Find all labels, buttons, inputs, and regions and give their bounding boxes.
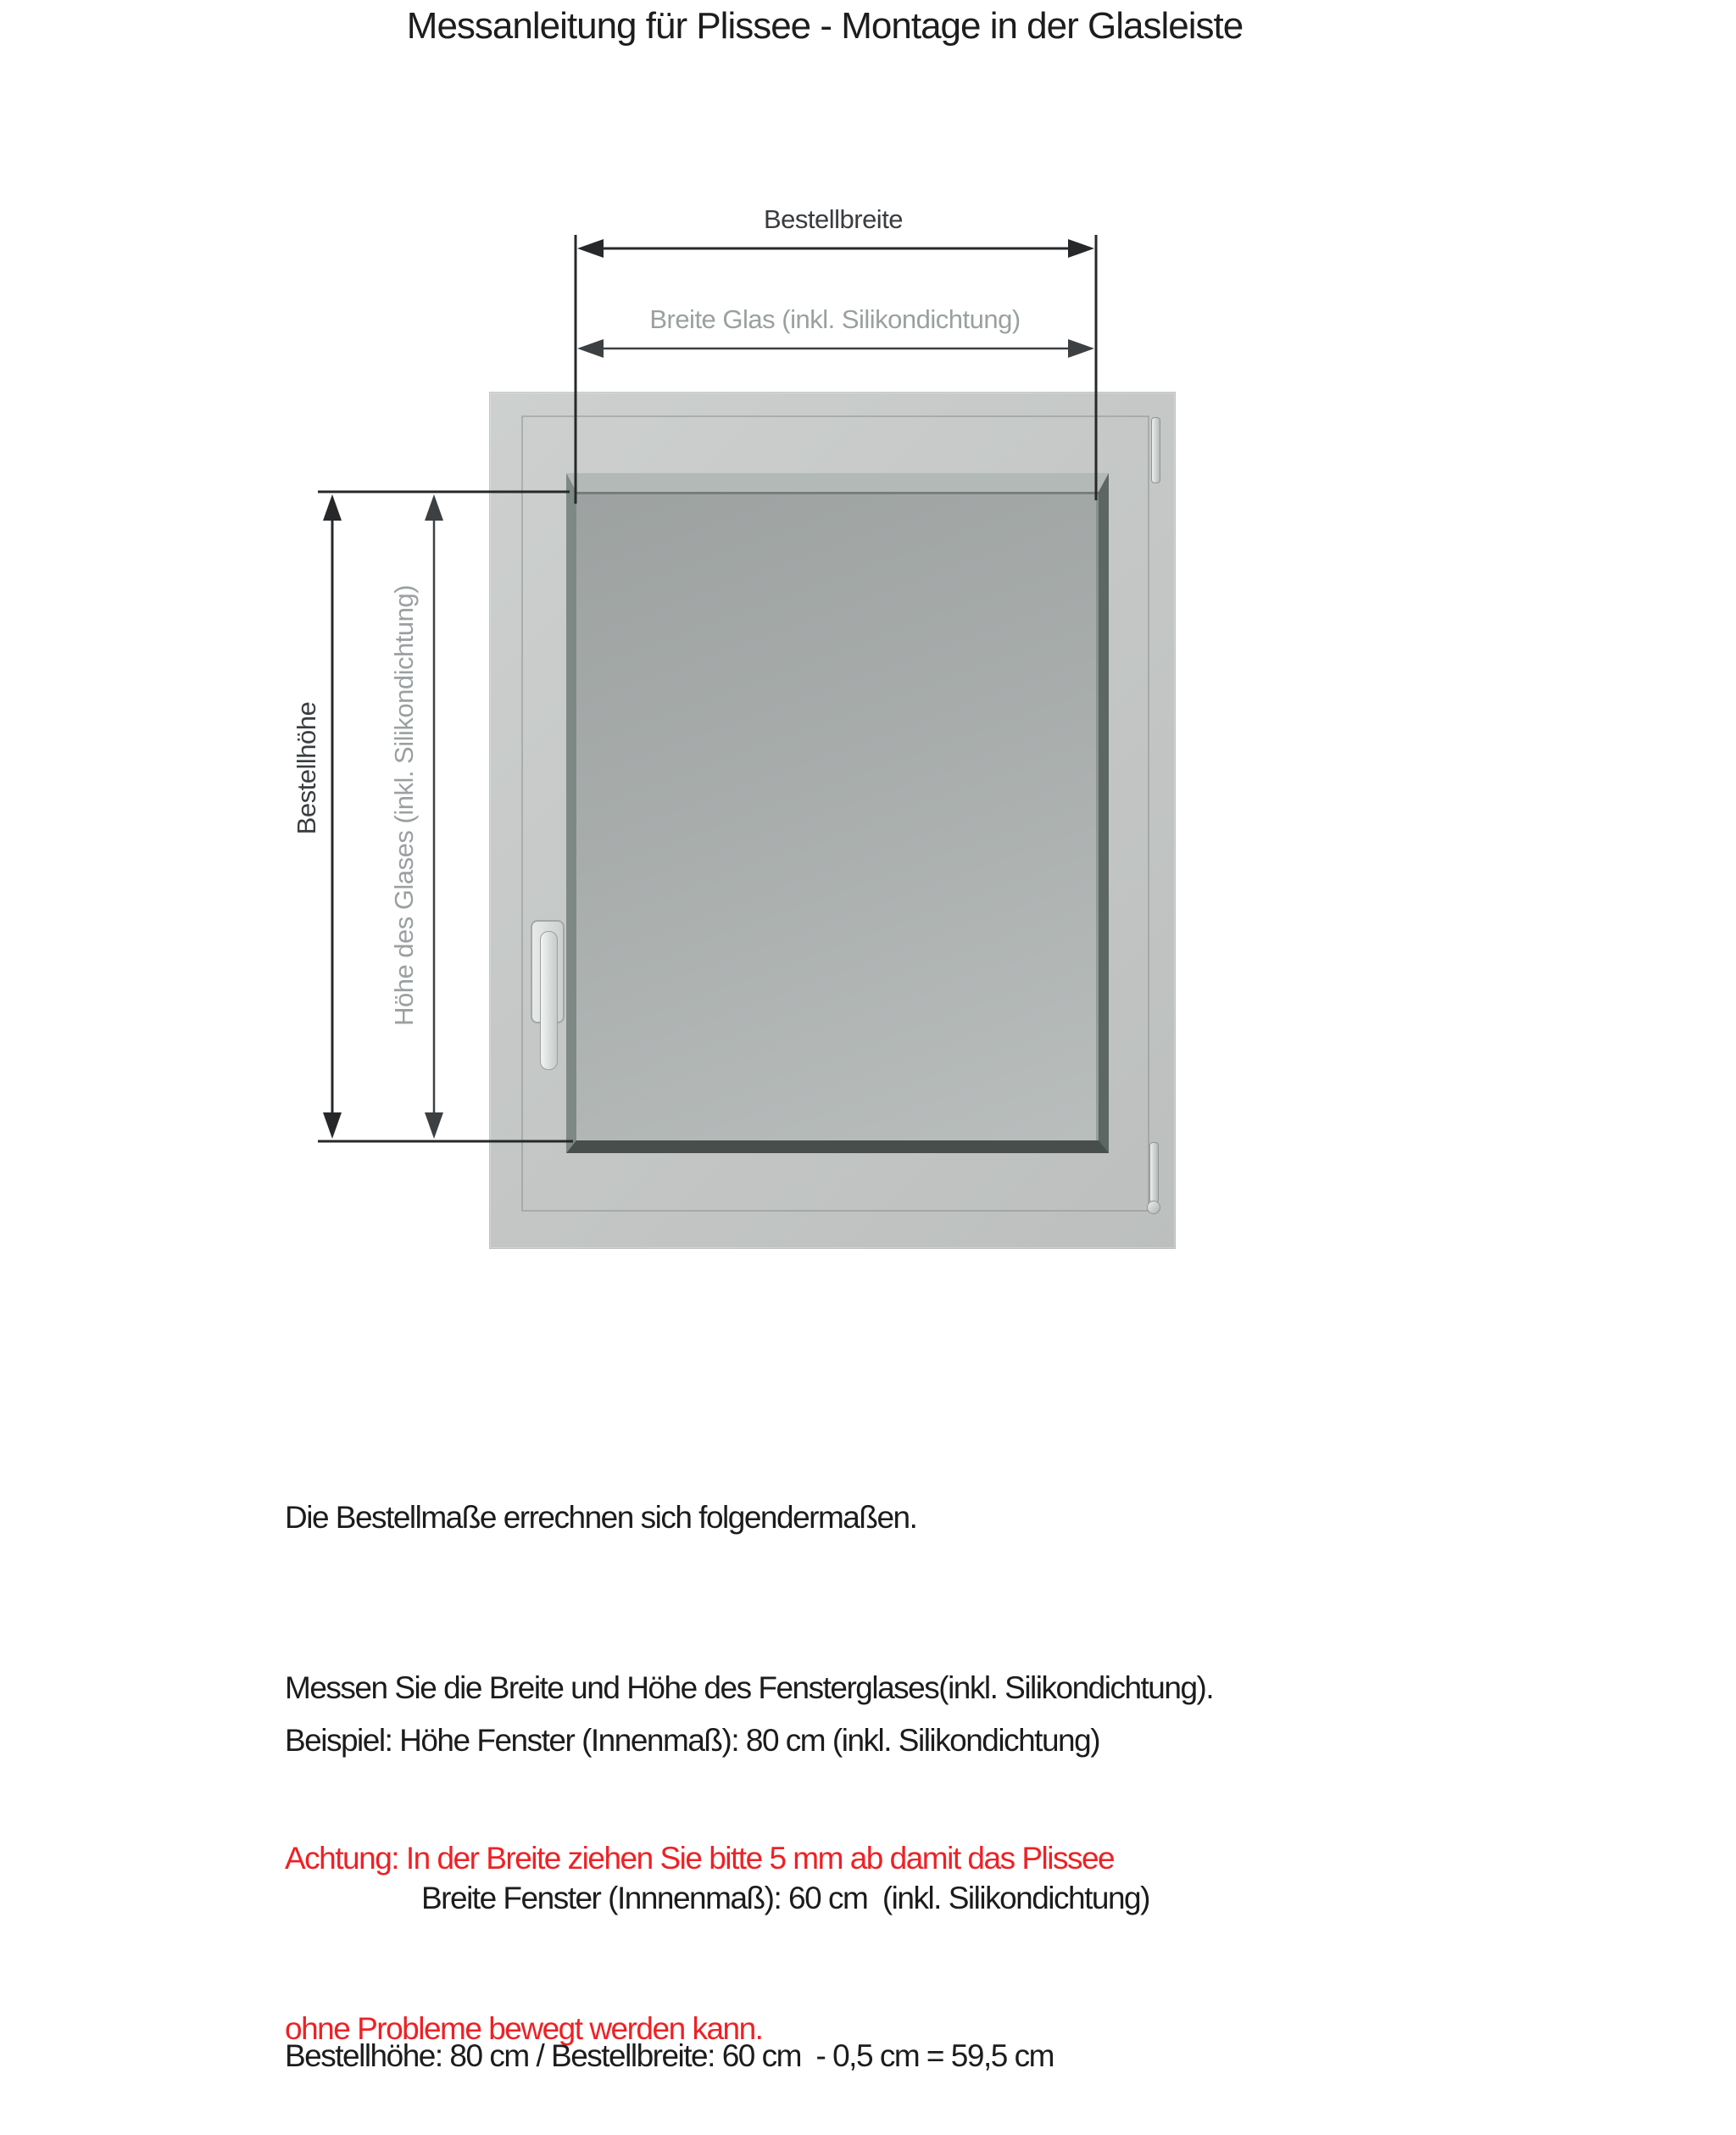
instruction-line: Die Bestellmaße errechnen sich folgendermaßen. xyxy=(285,1500,917,1535)
warning-line: ohne Probleme bewegt werden kann. xyxy=(285,2011,763,2046)
example-line: Bestellhöhe: 80 cm / Bestellbreite: 60 cm - 0,5 cm = 59,5 cm xyxy=(285,2038,1054,2073)
page-title: Messanleitung für Plissee - Montage in der Glasleiste xyxy=(406,5,1244,47)
bottom-hinge-icon xyxy=(1149,1142,1159,1203)
glass-height-label: Höhe des Glases (inkl. Silikondichtung) xyxy=(389,585,419,1026)
order-width-label: Bestellbreite xyxy=(763,204,904,234)
order-height-arrow xyxy=(323,494,342,1139)
top-hinge-icon xyxy=(1151,417,1160,483)
warning-line: Achtung: In der Breite ziehen Sie bitte 5 mm ab damit das Plissee xyxy=(285,1841,1115,1876)
glass-width-arrow xyxy=(577,339,1094,358)
bottom-hinge-knob-icon xyxy=(1147,1201,1160,1214)
order-width-arrow xyxy=(577,239,1094,258)
example-line: Breite Fenster (Innnenmaß): 60 cm (inkl. Silikondichtung) xyxy=(421,1881,1149,1915)
example-text-block xyxy=(285,1609,1149,2135)
glass-pane xyxy=(576,492,1099,1140)
window-handle-lever xyxy=(540,931,558,1070)
glass-bead xyxy=(566,473,1109,1153)
glass-height-arrow xyxy=(425,494,443,1139)
instruction-line: Messen Sie die Breite und Höhe des Fensterglases(inkl. Silikondichtung). xyxy=(285,1670,1214,1705)
order-height-label: Bestellhöhe xyxy=(292,701,321,835)
glass-width-label: Breite Glas (inkl. Silikondichtung) xyxy=(649,304,1021,334)
example-line: Beispiel: Höhe Fenster (Innenmaß): 80 cm (inkl. Silikondichtung) xyxy=(285,1723,1100,1758)
